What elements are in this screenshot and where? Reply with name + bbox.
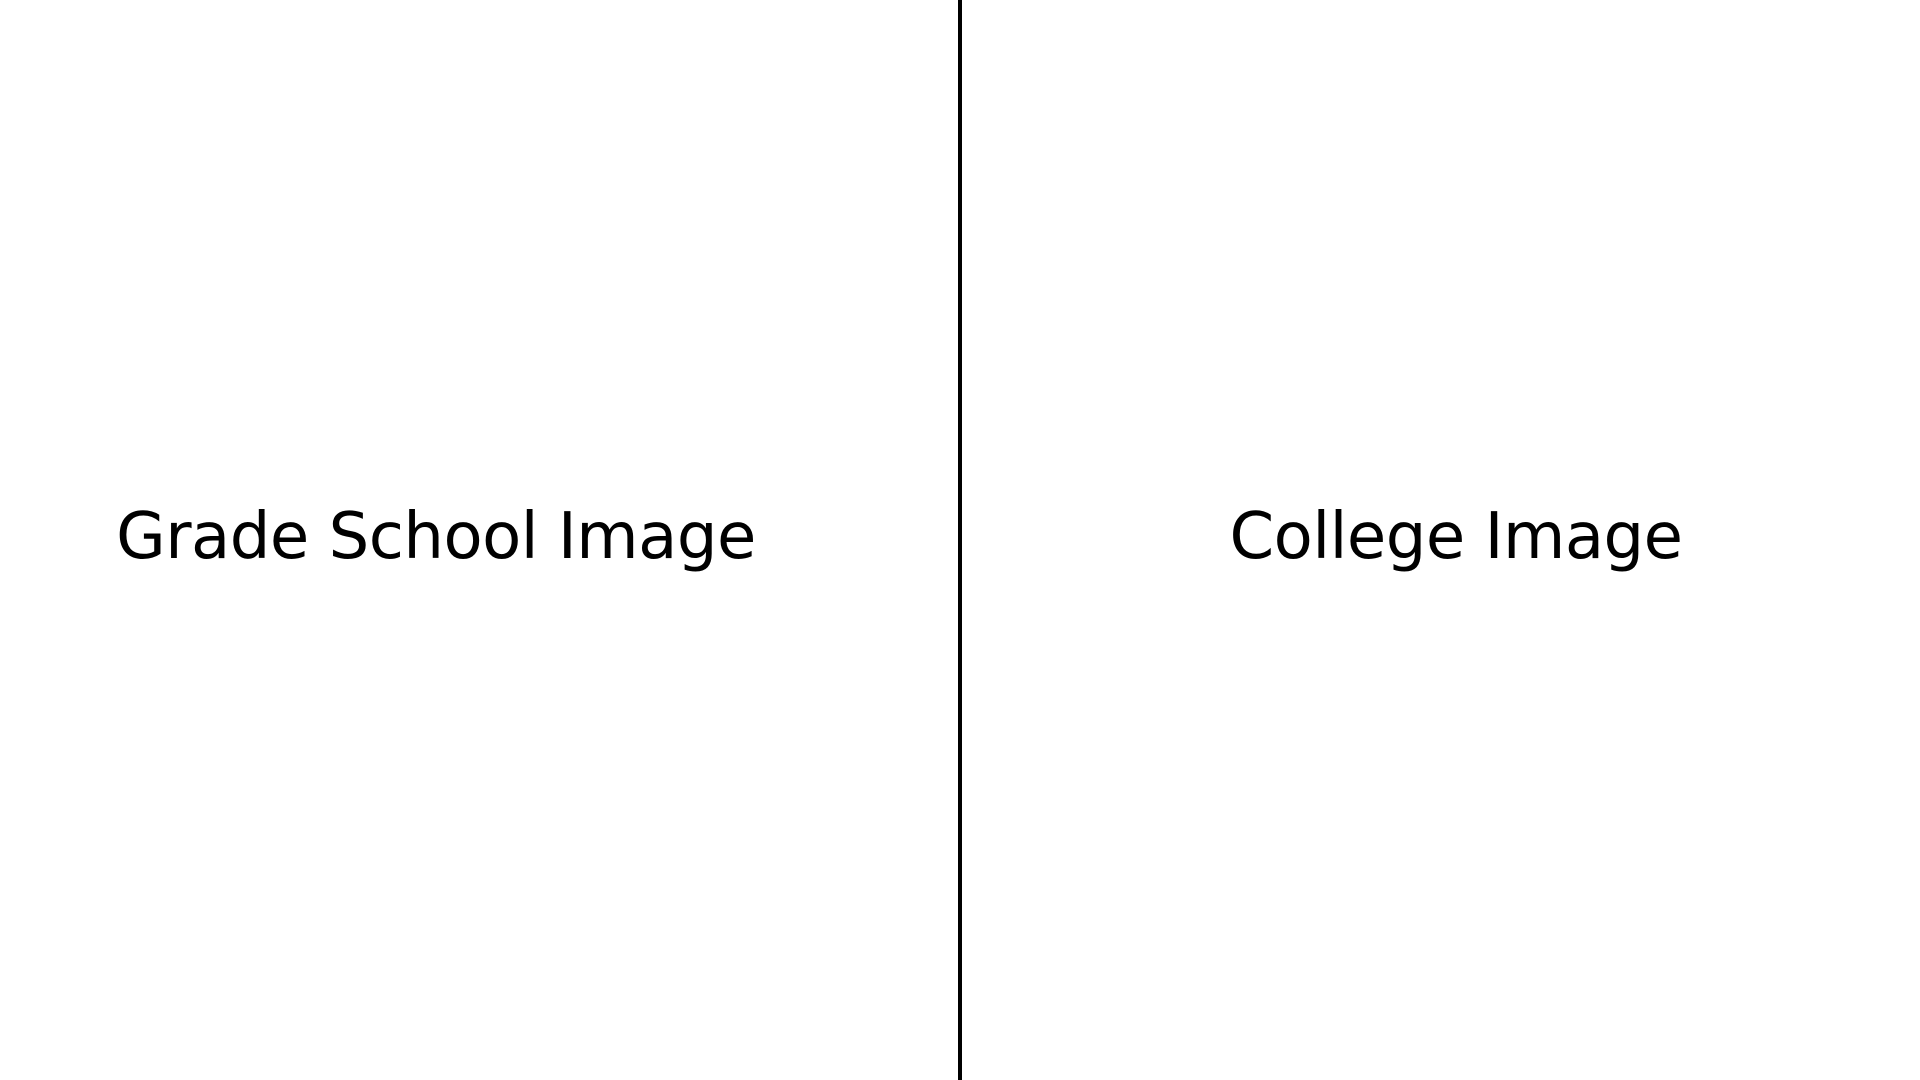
grade-school-image-placeholder-label: Grade School Image: [116, 500, 756, 574]
college-image-placeholder-label: College Image: [1229, 500, 1683, 574]
vertical-divider: [958, 0, 962, 1080]
